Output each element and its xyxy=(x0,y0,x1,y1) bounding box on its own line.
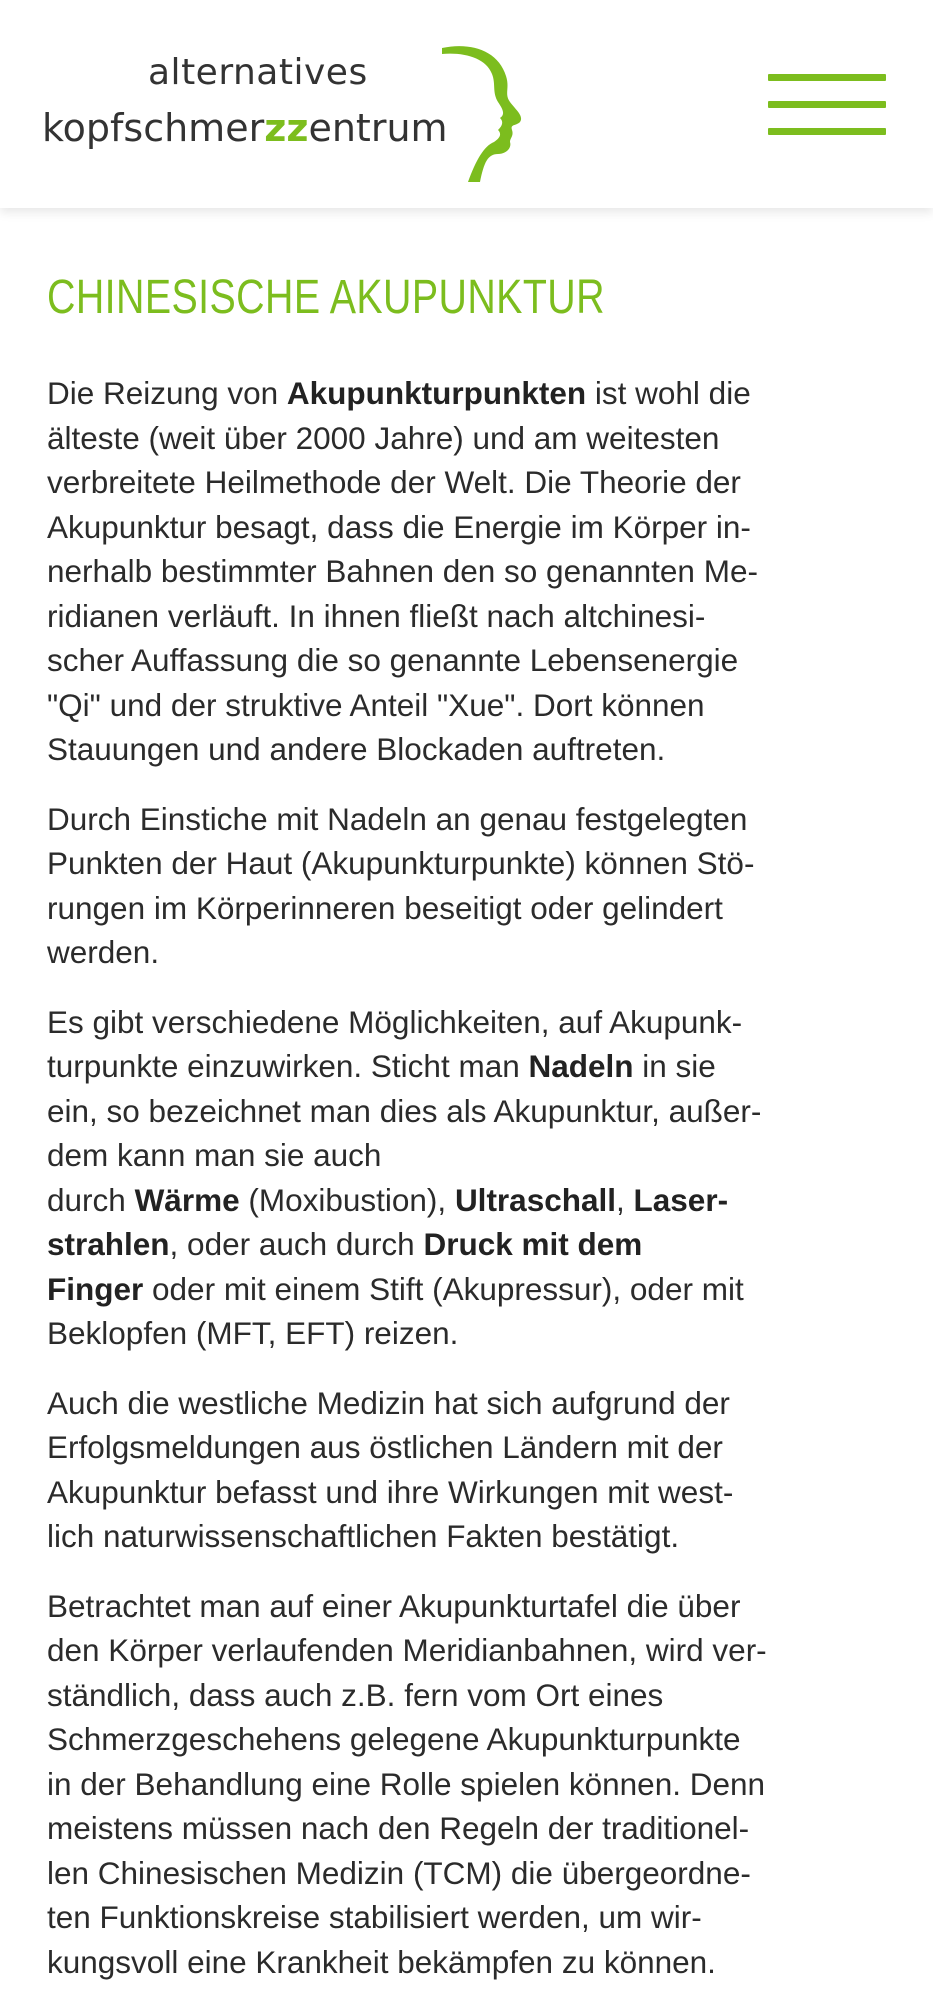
text-segment: in sie xyxy=(633,1048,716,1084)
page-title: CHINESISCHE AKUPUNKTUR xyxy=(47,271,605,324)
paragraph-line xyxy=(47,638,886,683)
text-segment: rungen im Körperinneren beseitigt oder gelindert xyxy=(47,889,723,926)
text-segment: Es gibt verschiedene Möglichkeiten, auf Akupunk- xyxy=(47,1003,743,1040)
text-segment: älteste (weit über 2000 Jahre) und am weitesten xyxy=(47,419,720,456)
paragraph-line xyxy=(47,683,886,728)
paragraph-line xyxy=(47,1628,886,1673)
text-segment: Stauungen und andere Blockaden auftreten. xyxy=(47,731,666,767)
paragraph-line xyxy=(47,1717,886,1762)
paragraph-line xyxy=(47,460,886,505)
text-segment: Punkten der Haut (Akupunkturpunkte) können Stö- xyxy=(47,845,755,881)
bold-term: strahlen xyxy=(47,1226,170,1262)
bold-term: Nadeln xyxy=(528,1048,634,1084)
text-segment: nerhalb bestimmter Bahnen den so genannten Me- xyxy=(47,553,758,589)
paragraph-line xyxy=(47,1089,886,1134)
bold-term: Finger xyxy=(47,1270,144,1307)
paragraph-line xyxy=(47,797,886,842)
text-segment: Schmerzgeschehens gelegene Akupunkturpunkte xyxy=(47,1721,741,1757)
paragraph-line xyxy=(47,1851,886,1896)
text-segment: Die Reizung von xyxy=(47,375,287,411)
text-segment: ein, so bezeichnet man dies als Akupunktur, außer- xyxy=(47,1092,762,1129)
text-segment: kungsvoll eine Krankheit bekämpfen zu können. xyxy=(47,1943,716,1980)
body-paragraph xyxy=(47,1584,886,1985)
paragraph-line xyxy=(47,1311,886,1356)
text-segment: Betrachtet man auf einer Akupunkturtafel die über xyxy=(47,1587,741,1624)
paragraph-line xyxy=(47,841,886,886)
paragraph-line xyxy=(47,505,886,550)
paragraph-line xyxy=(47,549,886,594)
paragraph-line xyxy=(47,930,886,975)
paragraph-line xyxy=(47,1133,886,1178)
paragraph-line xyxy=(47,1178,886,1223)
text-segment: in der Behandlung eine Rolle spielen können. Denn xyxy=(47,1765,766,1802)
paragraph-line xyxy=(47,416,886,461)
paragraph-line xyxy=(47,1381,886,1426)
paragraph-line xyxy=(47,1425,886,1470)
bold-term: Ultraschall xyxy=(454,1181,617,1218)
text-segment: verbreitete Heilmethode der Welt. Die Theorie der xyxy=(47,464,741,500)
paragraph-line xyxy=(47,1584,886,1629)
text-segment: Auch die westliche Medizin hat sich aufgrund der xyxy=(47,1384,730,1421)
text-segment: werden. xyxy=(47,934,160,970)
paragraph-line xyxy=(47,1806,886,1851)
site-logo[interactable] xyxy=(40,42,520,192)
text-segment: ständlich, dass auch z.B. fern vom Ort eines xyxy=(47,1676,664,1713)
text-segment: Erfolgsmeldungen aus östlichen Ländern mit der xyxy=(47,1429,723,1465)
text-segment: Akupunktur besagt, dass die Energie im Körper in- xyxy=(47,508,751,545)
paragraph-line xyxy=(47,1673,886,1718)
main-content xyxy=(0,208,933,1984)
site-header xyxy=(0,0,933,208)
paragraph-line xyxy=(47,1222,886,1267)
paragraph-line xyxy=(47,1514,886,1559)
paragraph-line xyxy=(47,1762,886,1807)
bold-term: Akupunkturpunkten xyxy=(286,375,587,411)
text-segment: lich naturwissenschaftlichen Fakten bestätigt. xyxy=(47,1518,680,1554)
text-segment: oder mit einem Stift (Akupressur), oder mit xyxy=(143,1270,744,1307)
paragraph-line xyxy=(47,1895,886,1940)
text-segment: meistens müssen nach den Regeln der traditionel- xyxy=(47,1810,750,1846)
menu-bar-icon xyxy=(768,101,886,108)
logo-text-bottom xyxy=(42,106,448,150)
body-paragraph xyxy=(47,1381,886,1559)
article-body xyxy=(47,371,886,1984)
hamburger-menu-button[interactable] xyxy=(768,70,886,140)
bold-term: Druck mit dem xyxy=(423,1226,643,1262)
logo-text-top: alternatives xyxy=(148,52,368,93)
body-paragraph xyxy=(47,371,886,772)
paragraph-line xyxy=(47,1470,886,1515)
text-segment: Akupunktur befasst und ihre Wirkungen mit west- xyxy=(47,1473,734,1510)
paragraph-line xyxy=(47,1940,886,1985)
text-segment: ist wohl die xyxy=(586,375,751,411)
logo-z-2: z xyxy=(286,106,309,150)
bold-term: Wärme xyxy=(134,1181,240,1218)
paragraph-line xyxy=(47,1044,886,1089)
body-paragraph xyxy=(47,797,886,975)
paragraph-line xyxy=(47,594,886,639)
logo-text-part2: entrum xyxy=(308,106,448,150)
body-paragraph xyxy=(47,1000,886,1356)
bold-term: Laser- xyxy=(633,1181,729,1218)
paragraph-line xyxy=(47,1267,886,1312)
text-segment: , oder auch durch xyxy=(169,1226,424,1262)
menu-bar-icon xyxy=(768,74,886,81)
logo-z-1: z xyxy=(264,106,287,150)
text-segment: ten Funktionskreise stabilisiert werden, um wir- xyxy=(47,1899,702,1935)
text-segment: durch xyxy=(47,1181,135,1218)
text-segment: Beklopfen (MFT, EFT) reizen. xyxy=(47,1315,459,1351)
text-segment: turpunkte einzuwirken. Sticht man xyxy=(47,1048,529,1084)
paragraph-line xyxy=(47,886,886,931)
text-segment: , xyxy=(616,1181,634,1218)
text-segment: len Chinesischen Medizin (TCM) die übergeordne- xyxy=(47,1854,751,1891)
paragraph-line xyxy=(47,371,886,416)
menu-bar-icon xyxy=(768,128,886,135)
text-segment: scher Auffassung die so genannte Lebensenergie xyxy=(47,642,739,678)
text-segment: "Qi" und der struktive Anteil "Xue". Dort können xyxy=(47,686,705,723)
paragraph-line xyxy=(47,727,886,772)
head-profile-icon xyxy=(440,42,530,192)
text-segment: dem kann man sie auch xyxy=(47,1137,382,1173)
logo-text-part1: kopfschmer xyxy=(42,106,265,150)
text-segment: Durch Einstiche mit Nadeln an genau festgelegten xyxy=(47,800,748,837)
text-segment: den Körper verlaufenden Meridianbahnen, wird ver- xyxy=(47,1632,767,1668)
text-segment: (Moxibustion), xyxy=(239,1181,455,1218)
text-segment: ridianen verläuft. In ihnen fließt nach altchinesi- xyxy=(47,597,706,634)
paragraph-line xyxy=(47,1000,886,1045)
